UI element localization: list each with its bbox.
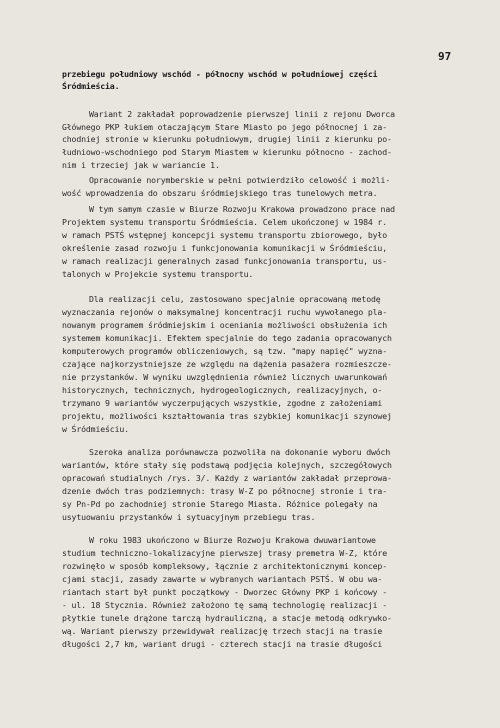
text-line: - ul. 18 Stycznia. Również założono tę samą technologię realizacji - (62, 600, 387, 610)
text-line: dzenie dwóch tras podziemnych: trasy W-Z po północnej stronie i tra- (62, 486, 387, 496)
text-line: czające najkorzystniejsze ze względu na dążenia pasażera rozmieszcze- (62, 359, 392, 369)
text-line: płytkie tunele drążone tarczą hydrauliczną, a stacje metodą odkrywko- (62, 613, 392, 623)
page-number: 97 (438, 50, 452, 63)
text-line: rozwinęło w sposób kompleksowy, łącznie z architektonicznymi koncep- (62, 561, 387, 571)
text-line: usytuowaniu przystanków i sytuacyjnym przebiegu tras. (62, 512, 316, 522)
text-line: Opracowanie norymberskie w pełni potwierdziło celowość i możli- (89, 175, 391, 185)
text-line: opracowań studialnych /rys. 3/. Każdy z wariantów zakładał przeprowa- (62, 473, 392, 483)
text-line: wą. Wariant pierwszy przewidywał realizację trzech stacji na trasie (62, 626, 383, 636)
text-line: w Śródmieściu. (62, 424, 129, 434)
text-line: wariantów, które stały się podstawą podjęcia kolejnych, szczegółowych (62, 460, 392, 470)
text-line: długości 2,7 km, wariant drugi - czterech stacji na trasie długości (62, 639, 383, 649)
text-line: historycznych, technicznych, hydrogeologicznych, realizacyjnych, o- (62, 385, 383, 395)
text-line: wyznaczania rejonów o maksymalnej koncentracji ruchu wywołanego pla- (62, 307, 387, 317)
text-line: Wariant 2 zakładał poprowadzenie pierwszej linii z rejonu Dworca (89, 109, 395, 119)
text-line: nowanym programem śródmiejskim i oceniania możliwości obsłużenia ich (62, 320, 387, 330)
text-line: talonych w Projekcie systemu transportu. (62, 269, 254, 279)
text-line: komputerowych programów obliczeniowych, są tzw. "mapy napięć" wyzna- (62, 346, 387, 356)
text-line: Głównego PKP łukiem otaczającym Stare Miasto po jego północnej i za- (62, 122, 387, 132)
text-line: Śródmieścia. (62, 81, 120, 91)
text-line: chodniej stronie w kierunku południowym, drugiej linii z kierunku po- (62, 134, 392, 144)
text-line: łudniowo-wschodniego pod Starym Miastem w kierunku północno - zachod- (62, 147, 392, 157)
text-line: cjami stacji, zasady zawarte w wybranych wariantach PSTŚ. W obu wa- (62, 574, 383, 584)
text-line: przebiegu południowy wschód - północny wschód w południowej części (62, 69, 378, 79)
text-line: studium techniczno-lokalizacyjne pierwszej trasy premetra W-Z, które (62, 548, 387, 558)
text-line: nie przystanków. W wyniku uwzględnienia również licznych uwarunkowań (62, 372, 387, 382)
text-line: projektu, możliwości kształtowania tras szybkiej komunikacji szynowej (62, 411, 392, 421)
text-line: Dla realizacji celu, zastosowano specjalnie opracowaną metodę (89, 294, 381, 304)
text-line: w ramach PSTŚ wstępnej koncepcji systemu transportu zbiorowego, było (62, 230, 387, 240)
text-line: trzymano 9 wariantów wyczerpujących wszystkie, zgodne z założeniami (62, 398, 383, 408)
text-line: nim i trzeciej jak w wariancie 1. (62, 160, 220, 170)
text-line: W roku 1983 ukończono w Biurze Rozwoju Krakowa dwuwariantowe (89, 535, 376, 545)
text-line: w ramach realizacji generalnych zasad funkcjonowania transportu, us- (62, 256, 387, 266)
text-line: wość wprowadzenia do obszaru śródmiejskiego tras tunelowych metra. (62, 188, 378, 198)
text-line: Szeroka analiza porównawcza pozwoliła na dokonanie wyboru dwóch (89, 447, 391, 457)
text-line: Projektem systemu transportu Śródmieścia. Celem ukończonej w 1984 r. (62, 217, 387, 227)
text-line: systemem komunikacji. Efektem specjalnie do tego zadania opracowanych (62, 333, 392, 343)
text-line: riantach start był punkt początkowy - Dworzec Główny PKP i końcowy - (62, 587, 387, 597)
text-line: sy Pn-Pd po zachodniej stronie Starego Miasta. Różnice polegały na (62, 499, 378, 509)
text-line: określenie zasad rozwoju i funkcjonowania komunikacji w Śródmieściu, (62, 243, 387, 253)
text-line: W tym samym czasie w Biurze Rozwoju Krakowa prowadzono prace nad (89, 204, 395, 214)
